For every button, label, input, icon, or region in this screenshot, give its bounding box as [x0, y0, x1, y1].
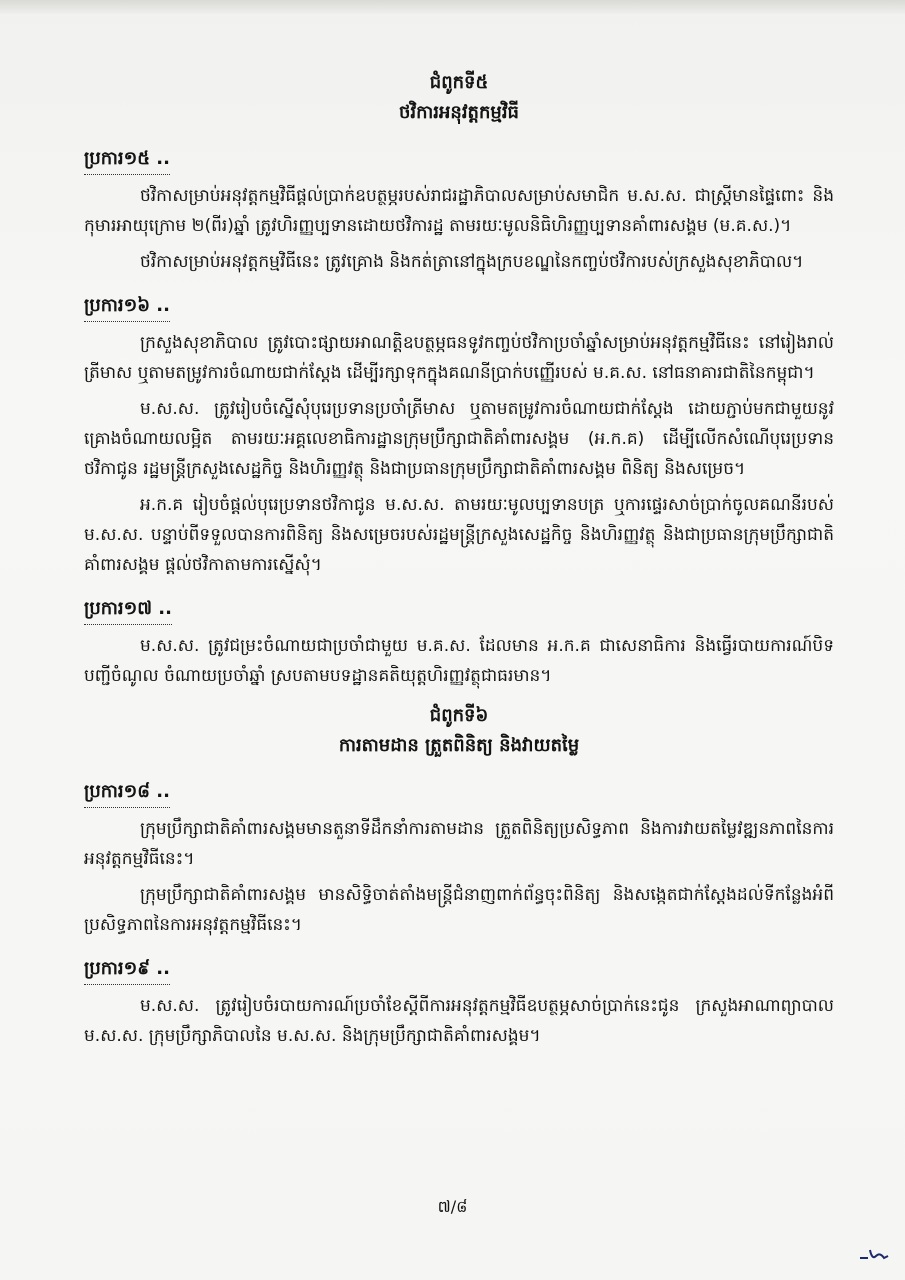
article-19-heading: ប្រការ១៩ ..: [84, 954, 170, 985]
article-17-heading: ប្រការ១៧ ..: [84, 594, 172, 625]
article-16-paragraph-1: ក្រសួងសុខាភិបាល ត្រូវបោះផ្សាយអាណត្តិឧបត្ថម្ភធនទូវកញ្ចប់ថវិកាប្រចាំឆ្នាំសម្រាប់អនុវត្តកម្មវិធីនេះ នៅរៀងរាល់ត្រីមាស ឬតាមតម្រូវការចំណាយជាក់ស្ដែង ដើម្បីរក្សាទុកក្នុងគណនីប្រាក់បញ្ញើរបស់ ម.គ.ស. នៅធនាគារជាតិនៃកម្ពុជា។: [84, 333, 834, 383]
chapter-5-label: ជំពូកទី៥: [429, 72, 489, 93]
article-19-paragraph-1: ម.ស.ស. ត្រូវរៀបចំរបាយការណ៍ប្រចាំខែស្ដីពីការអនុវត្តកម្មវិធីឧបត្ថម្ភសាច់ប្រាក់នេះជូន ក្រសួងអាណាព្យាបាល ម.ស.ស. ក្រុមប្រឹក្សាភិបាលនៃ ម.ស.ស. និងក្រុមប្រឹក្សាជាតិគាំពារសង្គម។: [84, 996, 834, 1046]
article-18-heading: ប្រការ១៨ ..: [84, 777, 170, 808]
article-18-paragraph-1: ក្រុមប្រឹក្សាជាតិគាំពារសង្គមមានតួនាទីដឹកនាំការតាមដាន ត្រួតពិនិត្យប្រសិទ្ធភាព និងការវាយតម្លៃវឌ្ឍនភាពនៃការអនុវត្តកម្មវិធីនេះ។: [84, 819, 834, 869]
article-16-paragraph-3: អ.ក.គ រៀបចំផ្ដល់បុរេប្រទានថវិកាជូន ម.ស.ស. តាមរយៈមូលប្បទានបត្រ ឬការផ្ទេរសាច់ប្រាក់ចូលគណនីរបស់ ម.ស.ស. បន្ទាប់ពីទទួលបានការពិនិត្យ និងសម្រេចរបស់រដ្ឋមន្ត្រីក្រសួងសេដ្ឋកិច្ច និងហិរញ្ញវត្ថុ និងជាប្រធានក្រុមប្រឹក្សាជាតិគាំពារសង្គម ផ្ដល់ថវិកាតាមការស្នើសុំ។: [84, 495, 834, 575]
initials-signature-icon: [858, 1244, 894, 1264]
chapter-6-title: ការតាមដាន ត្រួតពិនិត្យ និងវាយតម្លៃ: [338, 735, 580, 756]
article-15-paragraph-1: ថវិកាសម្រាប់អនុវត្តកម្មវិធីផ្ដល់ប្រាក់ឧបត្ថម្ភរបស់រាជរដ្ឋាភិបាលសម្រាប់សមាជិក ម.ស.ស. ជាស្ត្រីមានផ្ទៃពោះ និងកុមារអាយុក្រោម ២(ពីរ)ឆ្នាំ ត្រូវហិរញ្ញប្បទានដោយថវិការដ្ឋ តាមរយៈមូលនិធិហិរញ្ញប្បទានគាំពារសង្គម (ម.គ.ស.)។: [84, 186, 834, 236]
article-16-paragraph-2: ម.ស.ស. ត្រូវរៀបចំស្នើសុំបុរេប្រទានប្រចាំត្រីមាស ឬតាមតម្រូវការចំណាយជាក់ស្ដែង ដោយភ្ជាប់មកជាមួយនូវគ្រោងចំណាយលម្អិត តាមរយៈអគ្គលេខាធិការដ្ឋានក្រុមប្រឹក្សាជាតិគាំពារសង្គម (អ.ក.គ) ដើម្បីលើកសំណើបុរេប្រទានថវិកាជូន រដ្ឋមន្ត្រីក្រសួងសេដ្ឋកិច្ច និងហិរញ្ញវត្ថុ និងជាប្រធានក្រុមប្រឹក្សាជាតិគាំពារសង្គម ពិនិត្យ និងសម្រេច។: [84, 399, 834, 479]
top-scan-edge: [0, 0, 905, 14]
article-15-paragraph-2: ថវិកាសម្រាប់អនុវត្តកម្មវិធីនេះ ត្រូវគ្រោង និងកត់ត្រានៅក្នុងក្របខណ្ឌនៃកញ្ចប់ថវិការបស់ក្រសួងសុខាភិបាល។: [140, 252, 804, 272]
article-18-paragraph-2: ក្រុមប្រឹក្សាជាតិគាំពារសង្គម មានសិទ្ធិចាត់តាំងមន្ត្រីជំនាញពាក់ព័ន្ធចុះពិនិត្យ និងសង្កេតជាក់ស្ដែងដល់ទីកន្លែងអំពីប្រសិទ្ធភាពនៃការអនុវត្តកម្មវិធីនេះ។: [84, 885, 834, 935]
chapter-6-label: ជំពូកទី៦: [429, 705, 489, 726]
chapter-5-title: ថវិការអនុវត្តកម្មវិធី: [399, 102, 519, 123]
article-17-paragraph-1: ម.ស.ស. ត្រូវជម្រះចំណាយជាប្រចាំជាមួយ ម.គ.ស. ដែលមាន អ.ក.គ ជាសេនាធិការ និងធ្វើរបាយការណ៍បិទបញ្ជីចំណូល ចំណាយប្រចាំឆ្នាំ ស្របតាមបទដ្ឋានគតិយុត្តហិរញ្ញវត្ថុជាធរមាន។: [84, 636, 834, 686]
document-body: [84, 68, 834, 1057]
article-15-heading: ប្រការ១៥ ..: [84, 144, 170, 175]
page-number: ៧/៨: [437, 1197, 468, 1216]
article-16-heading: ប្រការ១៦ ..: [84, 291, 170, 322]
chapter-6-header: [84, 701, 834, 761]
